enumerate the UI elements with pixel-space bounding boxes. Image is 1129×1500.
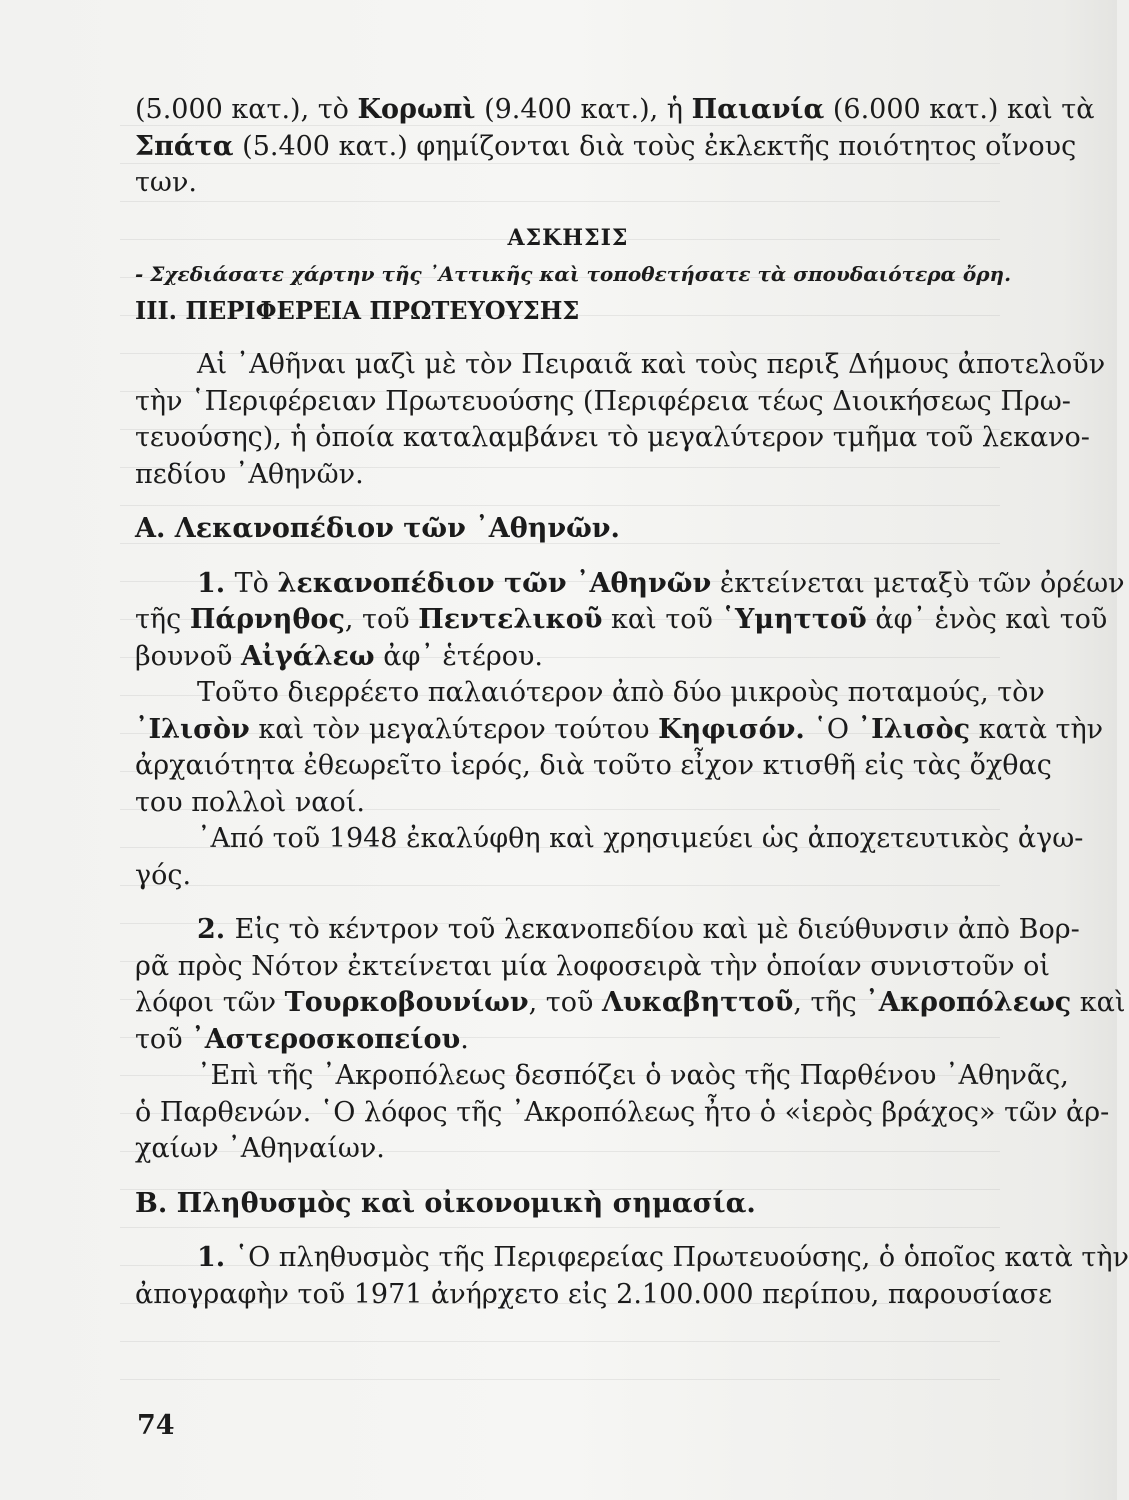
text-run: Τοῦτο διερρέετο παλαιότερον ἀπὸ δύο μικροὺς ποταμούς, τὸν bbox=[197, 677, 1045, 708]
subsection-heading bbox=[135, 511, 1001, 548]
text-line bbox=[135, 1058, 1069, 1095]
text-line bbox=[135, 949, 1051, 986]
text-run: κατὰ τὴν bbox=[970, 713, 1104, 745]
text-run: πεδίου ᾿Αθηνῶν. bbox=[135, 458, 364, 490]
text-run: καὶ τὸν μεγαλύτερον τούτου bbox=[249, 713, 659, 745]
bold-text: ᾿Ακροπόλεως bbox=[865, 987, 1072, 1018]
text-run: του πολλοὶ ναοί. bbox=[135, 786, 365, 818]
text-run: (5.400 κατ.) φημίζονται διὰ τοὺς ἐκλεκτῆς ποιότητος οἴνους bbox=[233, 130, 1077, 162]
text-line bbox=[135, 858, 1001, 895]
text-line bbox=[135, 912, 1080, 949]
text-run: ἀπογραφὴν τοῦ 1971 ἀνήρχετο εἰς 2.100.000 περίπου, παρουσίασε bbox=[135, 1278, 1053, 1310]
subsection-heading bbox=[135, 1186, 1001, 1223]
text-run: ρᾶ πρὸς Νότον ἐκτείνεται μία λοφοσειρὰ τὴν ὁποίαν συνιστοῦν οἱ bbox=[135, 950, 1051, 982]
text-line bbox=[135, 566, 1125, 603]
text-run: (6.000 κατ.) καὶ τὰ bbox=[824, 94, 1095, 125]
bold-text: 2. bbox=[197, 914, 235, 945]
text-run: γός. bbox=[135, 859, 192, 891]
text-run: (5.000 κατ.), τὸ bbox=[135, 94, 358, 125]
text-run: ἀφ᾿ ἑνὸς καὶ τοῦ bbox=[866, 604, 1108, 635]
text-run: ὁ Παρθενών. ῾Ο λόφος τῆς ᾿Ακροπόλεως ἦτο ὁ «ἱερὸς βράχος» τῶν ἀρ- bbox=[135, 1096, 1110, 1128]
text-line bbox=[135, 821, 1084, 858]
text-run: , τῆς bbox=[793, 987, 866, 1018]
text-run: , τοῦ bbox=[528, 987, 602, 1018]
text-line bbox=[135, 639, 1001, 676]
page-number: 74 bbox=[137, 1410, 175, 1441]
bold-text: 1. bbox=[197, 567, 235, 599]
text-run: ΙΙΙ. ΠΕΡΙΦΕΡΕΙΑ ΠΡΩΤΕΥΟΥΣΗΣ bbox=[135, 295, 580, 325]
text-run: ἐκτείνεται μεταξὺ τῶν ὀρέων bbox=[711, 567, 1125, 599]
section-heading bbox=[135, 293, 1001, 330]
text-line bbox=[135, 785, 1001, 822]
exercise-heading bbox=[135, 220, 1001, 257]
bold-text: ᾿Ιλισὸν bbox=[135, 713, 250, 745]
text-run: ῾Ο bbox=[804, 713, 858, 745]
text-run: - Σχεδιάσατε χάρτην τῆς ᾿Αττικῆς καὶ τοποθετήσατε τὰ σπουδαιότερα ὄρη. bbox=[135, 262, 1012, 286]
text-line bbox=[135, 602, 1108, 639]
text-run: τὴν ῾Περιφέρειαν Πρωτευούσης (Περιφέρεια τέως Διοικήσεως Πρω- bbox=[135, 385, 1071, 417]
bold-text: Πεντελικοῦ bbox=[418, 604, 603, 635]
text-run: χαίων ᾿Αθηναίων. bbox=[135, 1133, 385, 1164]
bold-text: Σπάτα bbox=[135, 130, 234, 162]
text-run: . bbox=[460, 1023, 469, 1055]
text-run: ᾿Επὶ τῆς ᾿Ακροπόλεως δεσπόζει ὁ ναὸς τῆς Παρθένου ᾿Αθηνᾶς, bbox=[197, 1060, 1069, 1091]
text-run: ᾿Από τοῦ 1948 ἐκαλύφθη καὶ χρησιμεύει ὡς ἀποχετευτικὸς ἀγω- bbox=[197, 823, 1084, 854]
text-run: λόφοι τῶν bbox=[135, 987, 285, 1018]
text-run: καὶ τοῦ bbox=[602, 604, 722, 635]
bold-text: λεκανοπέδιον τῶν ᾿Αθηνῶν bbox=[277, 567, 712, 599]
text-block bbox=[135, 92, 1129, 1313]
text-line bbox=[135, 675, 1045, 712]
text-line bbox=[135, 457, 1001, 494]
text-run: (9.400 κατ.), ἡ bbox=[475, 94, 692, 125]
bold-text: ᾿Αστεροσκοπείου bbox=[191, 1023, 461, 1055]
bold-text: Αἰγάλεω bbox=[240, 640, 375, 672]
text-run: ἀρχαιότητα ἐθεωρεῖτο ἱερός, διὰ τοῦτο εἶχον κτισθῆ εἰς τὰς ὄχθας bbox=[135, 750, 1052, 781]
text-run: ῾Ο πληθυσμὸς τῆς Περιφερείας Πρωτευούσης, ὁ ὁποῖος κατὰ τὴν bbox=[234, 1242, 1129, 1273]
bold-text: ᾿Ιλισὸς bbox=[857, 713, 971, 745]
text-run: των. bbox=[135, 167, 197, 198]
text-line bbox=[135, 1022, 1001, 1059]
text-line bbox=[135, 420, 1090, 457]
exercise-text bbox=[135, 256, 1012, 293]
text-run: καὶ bbox=[1071, 987, 1126, 1018]
text-line bbox=[135, 384, 1071, 421]
text-run: ΑΣΚΗΣΙΣ bbox=[507, 224, 629, 251]
bold-text: Πάρνηθος bbox=[189, 604, 345, 635]
text-line bbox=[135, 985, 1126, 1022]
text-line bbox=[135, 1131, 1001, 1168]
bold-text: Λυκαβηττοῦ bbox=[601, 987, 794, 1018]
text-run: τευούσης), ἡ ὁποία καταλαμβάνει τὸ μεγαλύτερον τμῆμα τοῦ λεκανο- bbox=[135, 422, 1090, 453]
text-line bbox=[135, 129, 1077, 166]
bold-text: 1. bbox=[197, 1242, 235, 1273]
text-line bbox=[135, 1277, 1053, 1314]
bold-text: Παιανία bbox=[691, 94, 825, 125]
text-run: , τοῦ bbox=[344, 604, 419, 635]
text-line bbox=[135, 165, 1001, 202]
text-run: Αἱ ᾿Αθῆναι μαζὶ μὲ τὸν Πειραιᾶ καὶ τοὺς περιξ Δήμους ἀποτελοῦν bbox=[197, 349, 1106, 380]
text-line bbox=[135, 347, 1106, 384]
text-line bbox=[135, 1095, 1110, 1132]
bold-text: Κορωπὶ bbox=[357, 94, 476, 125]
text-run: βουνοῦ bbox=[135, 640, 241, 672]
text-line bbox=[135, 1240, 1129, 1277]
text-line bbox=[135, 712, 1104, 749]
bold-text: Τουρκοβουνίων bbox=[284, 987, 529, 1018]
bold-text: ῾Υμηττοῦ bbox=[721, 604, 867, 635]
text-run: ἀφ᾿ ἑτέρου. bbox=[374, 640, 543, 672]
text-run: Εἰς τὸ κέντρον τοῦ λεκανοπεδίου καὶ μὲ διεύθυνσιν ἀπὸ Βορ- bbox=[234, 914, 1080, 945]
text-line bbox=[135, 748, 1052, 785]
text-run: Τὸ bbox=[234, 567, 278, 599]
text-run: τοῦ bbox=[135, 1023, 192, 1055]
text-line bbox=[135, 92, 1095, 129]
text-run: Α. Λεκανοπέδιον τῶν ᾿Αθηνῶν. bbox=[135, 513, 620, 544]
bold-text: Κηφισόν. bbox=[658, 713, 805, 745]
text-run: Β. Πληθυσμὸς καὶ οἰκονομικὴ σημασία. bbox=[135, 1187, 756, 1219]
text-run: τῆς bbox=[135, 604, 190, 635]
